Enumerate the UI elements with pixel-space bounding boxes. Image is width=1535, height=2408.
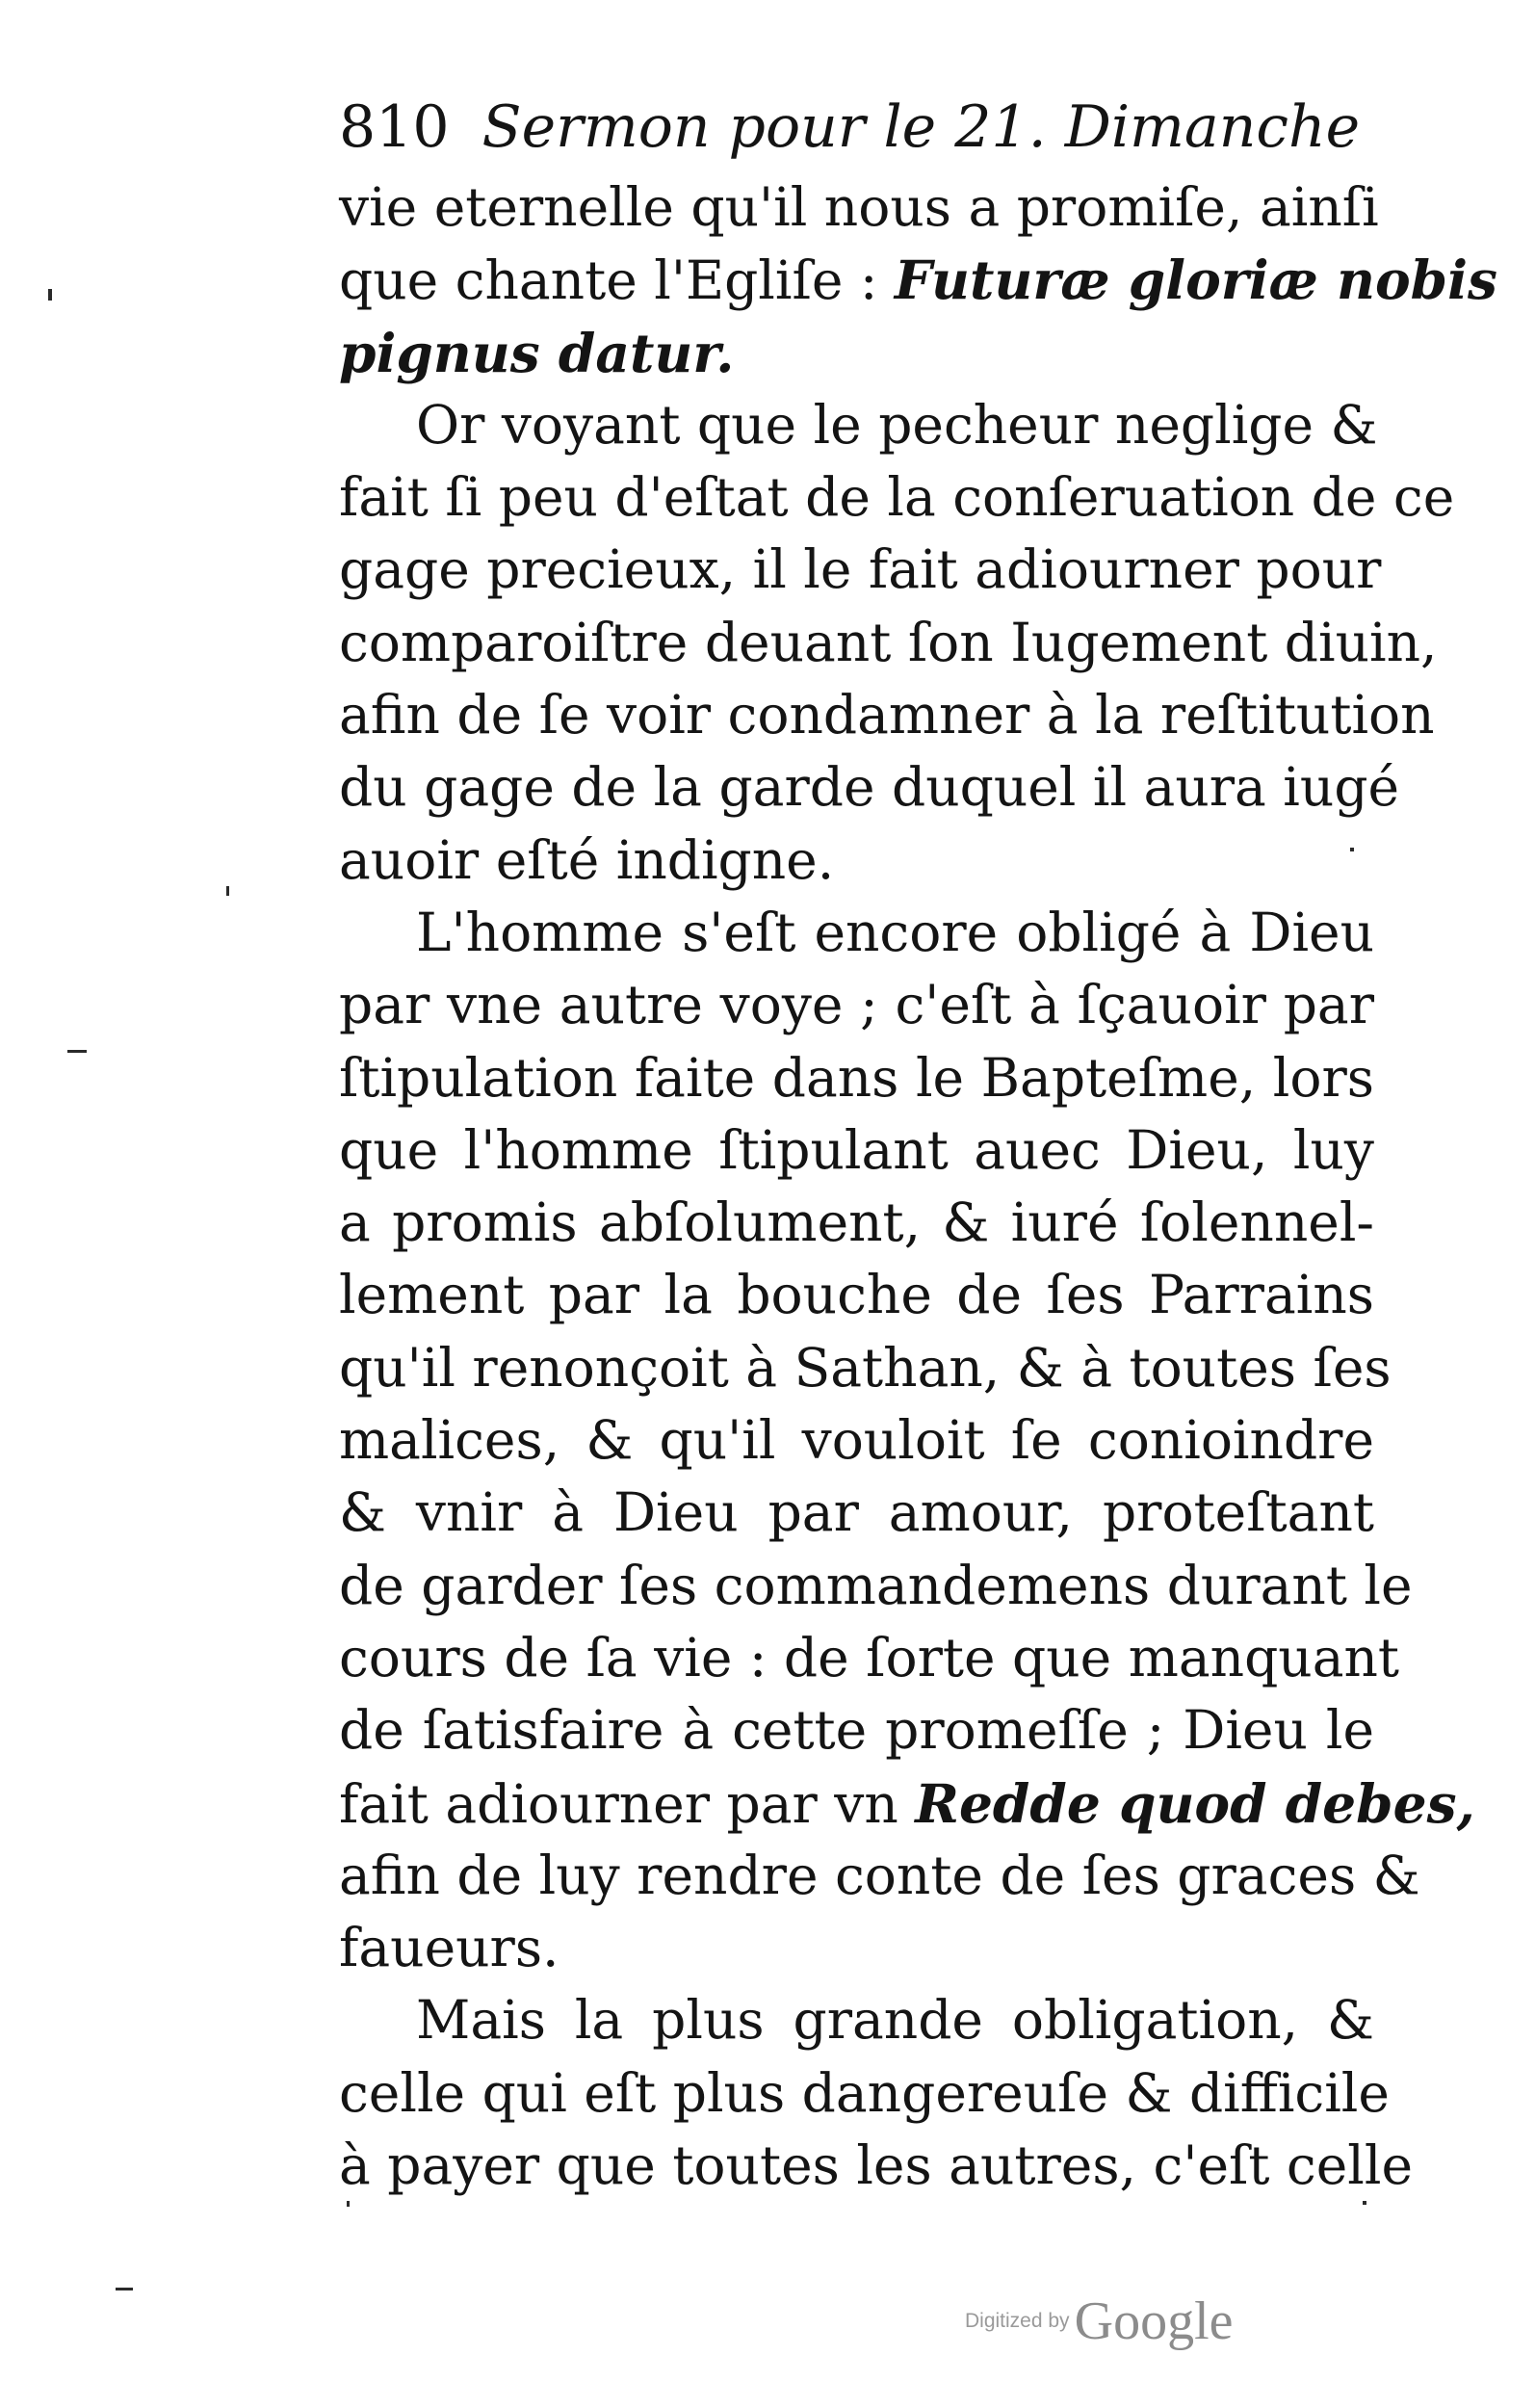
text-line (339, 1694, 1374, 1767)
page-number: 810 (339, 93, 450, 161)
text-line (339, 244, 1497, 316)
latin-quotation: Futuræ gloriæ nobis (894, 249, 1497, 312)
line-text: du gage de la garde duquel il aura iugé (339, 756, 1400, 819)
text-line (339, 1332, 1392, 1404)
text-line (339, 679, 1435, 751)
digitized-by-label: Digitized by (965, 2310, 1070, 2332)
text-line (339, 1767, 1475, 1840)
text-line (339, 1404, 1374, 1477)
scan-speck (347, 2201, 350, 2207)
latin-quotation: Redde quod debes, (915, 1771, 1475, 1835)
text-line (339, 1622, 1400, 1694)
line-text: vie eternelle qu'il nous a promiſe, ainſi (339, 176, 1379, 238)
text-line (339, 969, 1374, 1041)
page-header (339, 83, 1398, 171)
line-text: celle qui eſt plus dangereuſe & difficile (339, 2061, 1390, 2124)
text-line (339, 171, 1379, 244)
line-text: Or voyant que le pecheur neglige & (416, 393, 1378, 456)
google-logo: Google (1074, 2291, 1234, 2351)
sermon-text-block (339, 171, 1497, 2202)
scan-speck (67, 1050, 87, 1053)
text-line (339, 461, 1455, 534)
text-line (339, 389, 1378, 461)
line-text: a promis abſolument, & iuré ſolennel- (339, 1191, 1374, 1254)
line-text: fait ſi peu d'eſtat de la conſeruation de ce (339, 466, 1455, 529)
line-text: comparoiſtre deuant ſon Iugement diuin, (339, 611, 1438, 673)
line-text: que chante l'Egliſe : (339, 249, 895, 312)
line-text: lement par la bouche de ſes Parrains (339, 1264, 1374, 1326)
text-line (339, 1477, 1374, 1549)
text-line (339, 2057, 1390, 2130)
line-text: afin de luy rendre conte de ſes graces & (339, 1844, 1420, 1906)
text-line (339, 824, 1374, 897)
line-text: ſtipulation faite dans le Bapteſme, lors (339, 1046, 1374, 1109)
scan-speck (226, 886, 229, 896)
line-text: auoir eſté indigne. (339, 828, 835, 891)
text-line (339, 1259, 1374, 1331)
text-line (339, 2130, 1414, 2202)
line-text: Mais la plus grande obligation, & (416, 1989, 1374, 2052)
line-text: faueurs. (339, 1917, 559, 1979)
text-line (339, 1912, 1374, 1984)
line-text: cours de ſa vie : de ſorte que manquant (339, 1626, 1400, 1688)
text-line (339, 317, 1374, 389)
running-title: Sermon pour le 21. Dimanche (481, 93, 1361, 161)
latin-quotation: pignus datur. (339, 321, 735, 384)
digitized-watermark (965, 2290, 1234, 2351)
line-text: & vnir à Dieu par amour, proteſtant (339, 1481, 1374, 1544)
line-text: de ſatisfaire à cette promeſſe ; Dieu le (339, 1699, 1374, 1762)
line-text: que l'homme ſtipulant auec Dieu, luy (339, 1118, 1374, 1181)
line-text: afin de ſe voir condamner à la reſtitution (339, 684, 1435, 746)
text-line (339, 1114, 1374, 1187)
line-text: de garder ſes commandemens durant le (339, 1554, 1413, 1616)
text-line (339, 1187, 1374, 1259)
text-line (339, 1550, 1413, 1622)
line-text: malices, & qu'il vouloit ſe conioindre (339, 1409, 1374, 1472)
text-line (339, 534, 1382, 606)
line-text: L'homme s'eſt encore obligé à Dieu (416, 901, 1374, 963)
text-line (339, 751, 1400, 824)
line-text: fait adiourner par vn (339, 1772, 916, 1835)
text-line (339, 1042, 1374, 1114)
scan-speck (48, 289, 52, 301)
line-text: à payer que toutes les autres, c'eſt celle (339, 2134, 1414, 2197)
text-line (339, 1984, 1374, 2056)
text-line (339, 897, 1374, 969)
line-text: gage precieux, il le fait adiourner pour (339, 538, 1382, 601)
scan-speck (116, 2288, 133, 2290)
line-text: qu'il renonçoit à Sathan, & à toutes ſes (339, 1336, 1392, 1399)
text-line (339, 607, 1438, 679)
text-line (339, 1840, 1420, 1912)
scan-speck (1350, 848, 1354, 851)
scan-speck (1363, 2201, 1366, 2205)
line-text: par vne autre voye ; c'eſt à ſçauoir par (339, 974, 1374, 1036)
